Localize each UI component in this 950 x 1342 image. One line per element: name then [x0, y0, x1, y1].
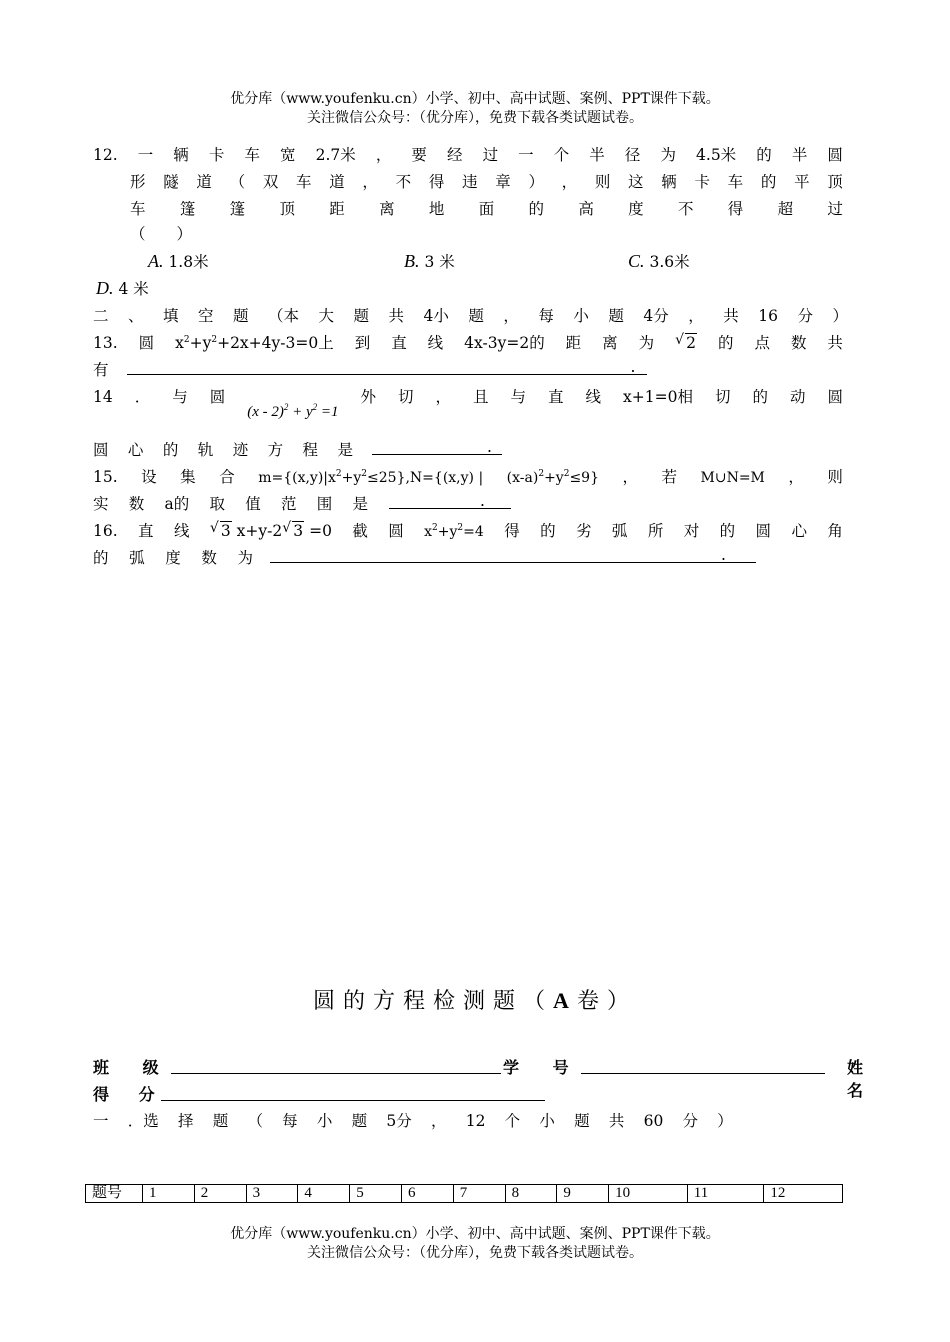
q12-option-c: C. 3.6米 [628, 251, 690, 271]
score-label: 得 分 [93, 1085, 167, 1104]
section-2-word: 题 [468, 307, 484, 325]
sqrt-3-b: √ 3 [282, 520, 304, 540]
q14-answer-blank[interactable]: . [372, 438, 502, 455]
class-label: 班 级 [93, 1058, 173, 1077]
section-1-heading [93, 1109, 733, 1134]
q12-line-2-word: 形 [130, 173, 146, 191]
q12-line-3-word: 的 [528, 200, 545, 218]
section-2-word: ， [688, 307, 704, 325]
section-2-word: 每 [538, 307, 554, 325]
answer-table-number-cell: 10 [609, 1185, 688, 1203]
q12-line-1-word: 2.7米 [315, 146, 356, 164]
section-1-word: 个 [504, 1112, 521, 1130]
q12-line-2-word: 双 [262, 173, 279, 191]
answer-table-header-row [86, 1185, 843, 1203]
q12-line-1-word: ， [375, 146, 392, 164]
section-2-word: 小 [573, 307, 589, 325]
q12-line-3-word: 篷 [229, 200, 246, 218]
q15-line-2: 实 数 a的 取 值 范 围 是 . [93, 492, 843, 517]
q12-line-2-word: 隧 [163, 173, 179, 191]
q12-line-1-word: 过 [482, 146, 499, 164]
q12-line-2-word: 得 [428, 173, 445, 191]
section-2-word: 空 [198, 307, 214, 325]
q15-answer-blank[interactable]: . [389, 492, 511, 509]
answer-table-label-cell: 题号 [86, 1185, 143, 1203]
q14-circle-equation: $(x - 2)^2 + y^2 =1$ [247, 402, 339, 420]
q12-line-2-word: 道 [196, 173, 212, 191]
q13-answer-blank[interactable]: . [127, 358, 647, 375]
section-1-word: 题 [351, 1112, 368, 1130]
answer-table-number-cell: 8 [505, 1185, 557, 1203]
answer-table [85, 1184, 843, 1203]
q12-line-2-word: （ [229, 173, 246, 191]
q12-line-2-word: 平 [794, 173, 810, 191]
section-2-word: 大 [318, 307, 335, 325]
section-2-word: 题 [608, 307, 624, 325]
q12-line-1-word: 圆 [827, 146, 843, 164]
q15-line-1: 15. 设 集 合 $m=\{(x,y)|x^2+y^2\le 25\},N=\{(x,y)$ | $(x-a)^2+y^2\le 9$} ， 若 M∪N=M ， 则 [93, 468, 843, 486]
q12-line-2 [130, 170, 843, 195]
section-2-word: ， [503, 307, 519, 325]
sqrt-2: √ 2 [675, 332, 696, 352]
q12-line-3-word: 距 [329, 200, 345, 218]
q12-line-1-word: 一 [518, 146, 534, 164]
section-2-word: 分 [797, 307, 813, 325]
section-2-word: 题 [353, 307, 370, 325]
section-2-word: 4分 [643, 307, 669, 325]
q12-line-2-word: 卡 [694, 173, 710, 191]
section-2-word: 、 [128, 307, 144, 325]
q12-line-1-word: 为 [660, 146, 676, 164]
section-1-word: 题 [574, 1112, 590, 1130]
q12-line-3-word: 面 [478, 200, 495, 218]
q12-line-3-word: 地 [428, 200, 445, 218]
q12-line-1-word: 宽 [280, 146, 296, 164]
section-2-word: 填 [163, 307, 179, 325]
section-1-word: 60 [643, 1112, 664, 1130]
q12-line-2-word: ， [561, 173, 578, 191]
q12-line-1-word: 径 [624, 146, 641, 164]
answer-table-number-cell: 6 [401, 1185, 453, 1203]
section-2-word: ） [832, 307, 848, 325]
footer-line-1: 优分库（www.youfenku.cn）小学、初中、高中试题、案例、PPT课件下载。 [230, 1226, 720, 1242]
q12-line-2-word: 顶 [827, 173, 843, 191]
answer-table-number-cell: 11 [687, 1185, 764, 1203]
exam-title: 圆的方程检测题（A卷） [313, 988, 637, 1014]
q12-line-1-word: 一 [137, 146, 154, 164]
class-field[interactable] [171, 1057, 501, 1074]
q12-line-2-word: 车 [727, 173, 744, 191]
q12-line-2-word: 违 [462, 173, 478, 191]
q12-line-2-word: ） [528, 173, 544, 191]
answer-table-number-cell: 4 [298, 1185, 350, 1203]
q12-line-2-word: ， [362, 173, 378, 191]
q12-option-b: B. 3 米 [404, 251, 455, 271]
answer-table-number-cell: 2 [194, 1185, 246, 1203]
q12-line-3-word: 超 [777, 200, 794, 218]
q12-line-1-word: 4.5米 [696, 146, 737, 164]
q13-line-1: 13. 圆 $x^2+y^2+2x+4y-3=0$上 到 直 线 4x-3y=2的 距 离 为 √ 2 的 点 数 共 [93, 332, 843, 352]
header-line-1: 优分库（www.youfenku.cn）小学、初中、高中试题、案例、PPT课件下载。 [230, 91, 720, 107]
answer-table-number-cell: 7 [453, 1185, 505, 1203]
q12-line-3-word: 车 [130, 200, 146, 218]
section-2-word: 二 [93, 307, 109, 325]
q16-line-1: 16. 直 线 √ 3 x+y-2 √ 3 =0 截 圆 $x^2+y^2=4$ 得 的 劣 弧 所 对 的 圆 心 角 [93, 520, 843, 540]
q12-line-2-word: 车 [296, 173, 312, 191]
section-2-word: 共 [723, 307, 739, 325]
section-1-word: 每 [282, 1112, 298, 1130]
q12-line-2-word: 的 [760, 173, 777, 191]
section-1-word: ， [430, 1112, 447, 1130]
q12-line-3-word: 顶 [279, 200, 295, 218]
sqrt-3: √ 3 [209, 520, 231, 540]
student-no-label: 学 号 [503, 1058, 583, 1077]
section-1-word: 题 [212, 1112, 229, 1130]
q12-line-1-word: 卡 [208, 146, 225, 164]
q12-line-2-word: 这 [628, 173, 644, 191]
q12-option-a: A. 1.8米 [148, 251, 209, 271]
q12-line-2-word: 道 [329, 173, 345, 191]
q12-line-2-word: 辆 [661, 173, 677, 191]
q14-line-1: 14 ． 与 圆 $(x - 2)^2 + y^2 =1$ 外 切 ， 且 与 直 线 x+1=0相 切 的 动 圆 [93, 388, 843, 420]
score-field[interactable] [161, 1084, 545, 1101]
q12-line-2-word: 则 [594, 173, 611, 191]
q12-line-2-word: 不 [395, 173, 412, 191]
q12-line-1-word: 要 [411, 146, 427, 164]
section-2-word: 4小 [423, 307, 449, 325]
q12-line-1-word: 半 [791, 146, 808, 164]
footer-line-2: 关注微信公众号：（优分库），免费下载各类试题试卷。 [307, 1245, 643, 1261]
answer-table-number-cell: 3 [246, 1185, 298, 1203]
q12-line-3-word: 过 [827, 200, 843, 218]
q12-line-1 [93, 143, 843, 168]
section-2-word: 题 [233, 307, 249, 325]
q12-line-3-word: 离 [379, 200, 395, 218]
section-1-word: 分 [682, 1112, 699, 1130]
score-row [93, 1082, 693, 1108]
q12-line-1-word: 个 [553, 146, 570, 164]
section-1-word: 12 [465, 1112, 486, 1130]
section-1-word: （ [247, 1112, 263, 1130]
section-1-word: ．选 [127, 1112, 159, 1130]
answer-table-number-cell: 9 [557, 1185, 609, 1203]
section-1-word: 小 [316, 1112, 333, 1130]
q12-option-d: D. 4 米 [96, 278, 149, 298]
section-1-word: ） [717, 1112, 733, 1130]
answer-table-number-cell: 12 [764, 1185, 843, 1203]
q12-line-3-word: 度 [628, 200, 644, 218]
q13-line-2: 有 . [93, 358, 843, 383]
q16-line-2: 的 弧 度 数 为 . [93, 546, 843, 571]
q12-line-3-word: 不 [677, 200, 694, 218]
q12-line-3-word: 得 [727, 200, 744, 218]
name-label: 姓 名 [847, 1058, 884, 1100]
header-line-2: 关注微信公众号：（优分库），免费下载各类试题试卷。 [307, 110, 643, 126]
q12-line-3 [130, 197, 843, 222]
section-2-word: 共 [388, 307, 405, 325]
q12-answer-paren: （ ） [130, 225, 193, 243]
q12-line-1-word: 辆 [173, 146, 189, 164]
q12-line-3-word: 高 [578, 200, 594, 218]
q14-line-2: 圆 心 的 轨 迹 方 程 是 . [93, 438, 843, 463]
section-2-word: （本 [268, 307, 300, 325]
q12-line-1-word: 经 [446, 146, 463, 164]
section-1-word: 一 [93, 1112, 109, 1130]
answer-table-number-cell: 5 [350, 1185, 402, 1203]
student-no-field[interactable] [581, 1057, 825, 1074]
section-1-word: 5分 [386, 1112, 412, 1130]
section-2-word: 16 [758, 307, 778, 325]
q12-line-1-word: 的 [756, 146, 772, 164]
section-2-heading [93, 304, 848, 329]
section-1-word: 小 [539, 1112, 555, 1130]
q16-answer-blank[interactable]: . [270, 546, 756, 563]
q12-number: 12. [93, 146, 118, 164]
answer-table-number-cell: 1 [143, 1185, 195, 1203]
section-1-word: 共 [608, 1112, 625, 1130]
q12-line-1-word: 半 [589, 146, 605, 164]
q12-line-1-word: 车 [244, 146, 260, 164]
section-1-word: 择 [177, 1112, 194, 1130]
q12-line-3-word: 篷 [179, 200, 196, 218]
q12-line-2-word: 章 [495, 173, 511, 191]
